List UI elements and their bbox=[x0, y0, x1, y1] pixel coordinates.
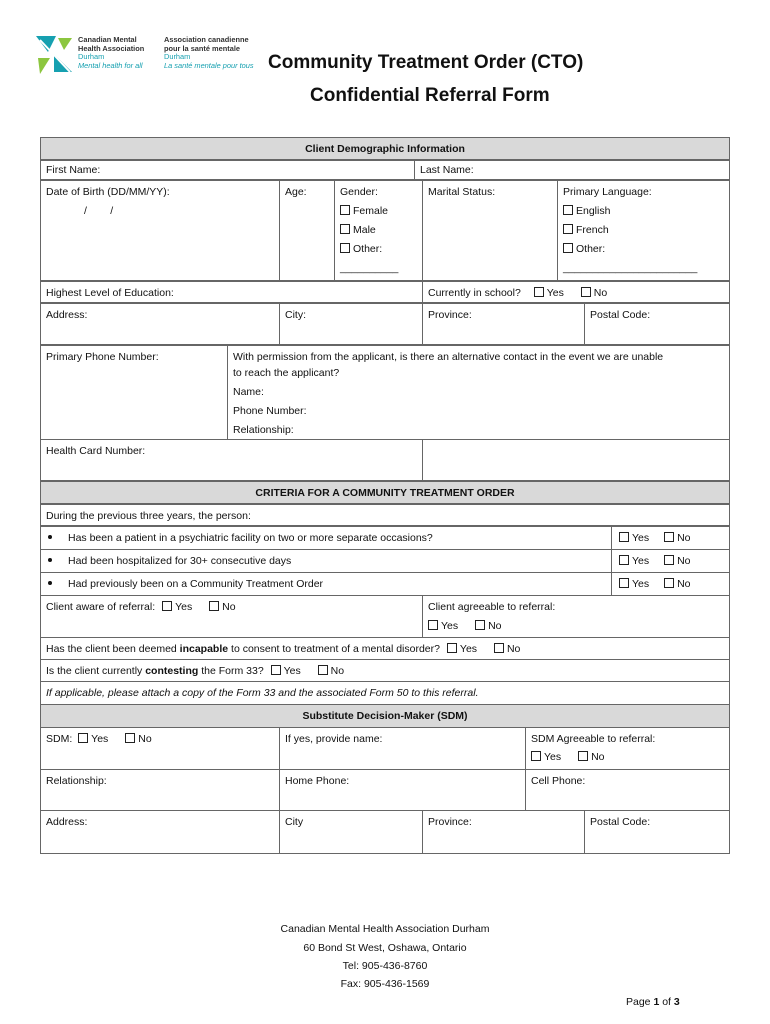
agreeable-yes-label: Yes bbox=[441, 620, 459, 632]
criteria-3-yes-option[interactable] bbox=[619, 578, 649, 590]
english-checkbox[interactable] bbox=[563, 205, 573, 215]
education-field[interactable] bbox=[40, 281, 423, 303]
alt-contact-relationship[interactable]: Relationship: bbox=[233, 424, 294, 436]
language-english-option[interactable] bbox=[563, 203, 724, 219]
dob-label: Date of Birth (DD/MM/YY): bbox=[46, 186, 170, 198]
alt-contact-question-line2: to reach the applicant? bbox=[233, 367, 340, 379]
sdm-city-field[interactable] bbox=[279, 810, 423, 854]
agreeable-yes-checkbox[interactable] bbox=[428, 620, 438, 630]
criteria-1-yes-option[interactable] bbox=[619, 532, 649, 544]
aware-no-label: No bbox=[222, 601, 236, 613]
sdm-agreeable-yes-option[interactable] bbox=[531, 751, 561, 763]
health-card-label: Health Card Number: bbox=[46, 445, 146, 457]
logo-en-line1: Canadian Mental bbox=[78, 35, 137, 44]
criteria-3-yes-label: Yes bbox=[632, 578, 650, 590]
client-agreeable-label: Client agreeable to referral: bbox=[428, 601, 556, 613]
language-other-label: Other: bbox=[576, 243, 606, 255]
gender-other-blank[interactable]: __________ bbox=[340, 262, 399, 274]
contest-no-option[interactable] bbox=[318, 665, 344, 677]
contest-yes-checkbox[interactable] bbox=[271, 665, 281, 675]
footer-fax: Fax: 905-436-1569 bbox=[340, 978, 430, 990]
french-checkbox[interactable] bbox=[563, 224, 573, 234]
primary-phone-label: Primary Phone Number: bbox=[46, 351, 159, 363]
sdm-relationship-label: Relationship: bbox=[46, 775, 107, 787]
sdm-home-phone-field[interactable] bbox=[279, 769, 526, 811]
education-label: Highest Level of Education: bbox=[46, 287, 174, 299]
postal-code-label: Postal Code: bbox=[590, 309, 651, 321]
sdm-cell-phone-label: Cell Phone: bbox=[531, 775, 586, 787]
criteria-3-no-label: No bbox=[677, 578, 691, 590]
page-word: Page bbox=[626, 996, 651, 1008]
language-other-option[interactable] bbox=[563, 241, 724, 257]
female-label: Female bbox=[353, 205, 389, 217]
criteria-item-3-text: Had previously been on a Community Treatment Order bbox=[68, 578, 324, 590]
male-label: Male bbox=[353, 224, 376, 236]
alt-contact-phone[interactable]: Phone Number: bbox=[233, 405, 307, 417]
sdm-postal-code-field[interactable] bbox=[584, 810, 730, 854]
sdm-header: Substitute Decision-Maker (SDM) bbox=[40, 704, 730, 728]
client-aware-cell bbox=[40, 595, 423, 638]
incapable-text-pre: Has the client been deemed bbox=[46, 643, 180, 655]
sdm-postal-code-label: Postal Code: bbox=[590, 816, 651, 828]
dob-field[interactable] bbox=[40, 180, 280, 281]
footer-address: 60 Bond St West, Oshawa, Ontario bbox=[303, 942, 467, 954]
language-other-checkbox[interactable] bbox=[563, 243, 573, 253]
contest-yes-label: Yes bbox=[283, 665, 301, 677]
first-name-field[interactable] bbox=[40, 160, 423, 180]
page-subtitle: Confidential Referral Form bbox=[310, 85, 550, 106]
sdm-province-label: Province: bbox=[428, 816, 472, 828]
gender-male-option[interactable] bbox=[340, 222, 417, 238]
demographic-header: Client Demographic Information bbox=[40, 137, 730, 160]
sdm-agreeable-yes-label: Yes bbox=[544, 751, 562, 763]
criteria-2-no-option[interactable] bbox=[664, 555, 690, 567]
client-aware-label: Client aware of referral: bbox=[46, 601, 156, 613]
criteria-3-no-checkbox[interactable] bbox=[664, 578, 674, 588]
incapable-question bbox=[40, 637, 730, 660]
criteria-header: CRITERIA FOR A COMMUNITY TREATMENT ORDER bbox=[40, 481, 730, 504]
page-current: 1 bbox=[653, 996, 660, 1008]
school-label: Currently in school? bbox=[428, 287, 521, 299]
criteria-1-yes-label: Yes bbox=[632, 532, 650, 544]
health-card-field[interactable] bbox=[40, 439, 423, 481]
gender-other-option[interactable] bbox=[340, 241, 417, 257]
first-name-label: First Name: bbox=[46, 164, 101, 176]
bullet-icon bbox=[48, 558, 52, 562]
criteria-item-3 bbox=[40, 572, 612, 596]
alt-contact-question-line1: With permission from the applicant, is there an alternative contact in the event we are unable bbox=[233, 351, 664, 363]
bullet-icon bbox=[48, 535, 52, 539]
incapable-no-checkbox[interactable] bbox=[494, 643, 504, 653]
last-name-label: Last Name: bbox=[420, 164, 474, 176]
sdm-cell bbox=[40, 727, 280, 770]
school-yes-label: Yes bbox=[546, 287, 564, 299]
sdm-no-option[interactable] bbox=[125, 733, 151, 745]
logo-fr-line3: Durham bbox=[164, 52, 191, 62]
age-field[interactable] bbox=[279, 180, 335, 281]
sdm-agreeable-cell bbox=[525, 727, 730, 770]
sdm-city-label: City bbox=[285, 816, 304, 828]
incapable-text-post: to consent to treatment of a mental disorder? bbox=[228, 643, 440, 655]
sdm-yes-checkbox[interactable] bbox=[78, 733, 88, 743]
sdm-no-label: No bbox=[138, 733, 152, 745]
criteria-2-no-label: No bbox=[677, 555, 691, 567]
contest-yes-option[interactable] bbox=[271, 665, 301, 677]
logo-french-text bbox=[164, 36, 254, 70]
male-checkbox[interactable] bbox=[340, 224, 350, 234]
criteria-intro bbox=[40, 504, 730, 526]
incapable-yes-label: Yes bbox=[459, 643, 478, 655]
sdm-address-field[interactable] bbox=[40, 810, 280, 854]
contest-text-pre: Is the client currently bbox=[46, 665, 146, 677]
aware-no-option[interactable] bbox=[209, 601, 235, 613]
criteria-item-1 bbox=[40, 526, 612, 550]
contest-no-label: No bbox=[330, 665, 345, 677]
client-agreeable-cell bbox=[422, 595, 730, 638]
gender-other-label: Other: bbox=[353, 243, 383, 255]
sdm-home-phone-label: Home Phone: bbox=[285, 775, 350, 787]
bullet-icon bbox=[48, 581, 52, 585]
agreeable-no-option[interactable] bbox=[475, 620, 501, 632]
criteria-1-yes-checkbox[interactable] bbox=[619, 532, 629, 542]
school-no-label: No bbox=[593, 287, 608, 299]
health-card-blank[interactable] bbox=[422, 439, 730, 481]
page-total: 3 bbox=[673, 996, 680, 1008]
sdm-yes-label: Yes bbox=[91, 733, 109, 745]
criteria-2-yes-label: Yes bbox=[632, 555, 650, 567]
page-number bbox=[626, 996, 680, 1008]
sdm-agreeable-yes-checkbox[interactable] bbox=[531, 751, 541, 761]
incapable-text-bold: incapable bbox=[179, 643, 229, 655]
primary-phone-field[interactable] bbox=[40, 345, 228, 440]
province-field[interactable] bbox=[422, 303, 585, 345]
school-no-option[interactable] bbox=[581, 287, 607, 299]
criteria-2-no-checkbox[interactable] bbox=[664, 555, 674, 565]
criteria-3-yes-checkbox[interactable] bbox=[619, 578, 629, 588]
logo-en-line4: Mental health for all bbox=[78, 60, 143, 70]
gender-other-checkbox[interactable] bbox=[340, 243, 350, 253]
province-label: Province: bbox=[428, 309, 472, 321]
agreeable-no-checkbox[interactable] bbox=[475, 620, 485, 630]
school-no-checkbox[interactable] bbox=[581, 287, 591, 297]
aware-yes-label: Yes bbox=[175, 601, 193, 613]
logo-fr-line1: Association canadienne bbox=[164, 35, 249, 44]
sdm-agreeable-no-checkbox[interactable] bbox=[578, 751, 588, 761]
city-label: City: bbox=[285, 309, 306, 321]
language-label: Primary Language: bbox=[563, 186, 652, 198]
criteria-1-no-label: No bbox=[677, 532, 691, 544]
incapable-yes-option[interactable] bbox=[447, 643, 477, 655]
criteria-2-yes-checkbox[interactable] bbox=[619, 555, 629, 565]
alternative-contact-cell bbox=[227, 345, 730, 440]
criteria-item-3-answer bbox=[611, 572, 730, 596]
city-field[interactable] bbox=[279, 303, 423, 345]
sdm-address-label: Address: bbox=[46, 816, 88, 828]
school-cell bbox=[422, 281, 730, 303]
sdm-relationship-field[interactable] bbox=[40, 769, 280, 811]
logo-fr-line4: La santé mentale pour tous bbox=[164, 60, 254, 70]
incapable-no-label: No bbox=[506, 643, 521, 655]
logo-fr-line2: pour la santé mentale bbox=[164, 43, 240, 53]
marital-status-label: Marital Status: bbox=[428, 186, 496, 198]
contesting-question bbox=[40, 659, 730, 682]
criteria-3-no-option[interactable] bbox=[664, 578, 690, 590]
contest-text-post: the Form 33? bbox=[198, 665, 264, 677]
contest-no-checkbox[interactable] bbox=[318, 665, 328, 675]
sdm-province-field[interactable] bbox=[422, 810, 585, 854]
sdm-agreeable-no-label: No bbox=[591, 751, 605, 763]
logo-english-text bbox=[78, 36, 144, 70]
address-label: Address: bbox=[46, 309, 88, 321]
gender-cell bbox=[334, 180, 423, 281]
page-title: Community Treatment Order (CTO) bbox=[268, 52, 584, 73]
alt-contact-name[interactable]: Name: bbox=[233, 386, 264, 398]
dob-slashes: / / bbox=[84, 205, 114, 217]
cmha-logo bbox=[36, 36, 258, 76]
sdm-label: SDM: bbox=[46, 733, 73, 745]
school-yes-checkbox[interactable] bbox=[534, 287, 544, 297]
english-label: English bbox=[576, 205, 611, 217]
sdm-no-checkbox[interactable] bbox=[125, 733, 135, 743]
agreeable-no-label: No bbox=[488, 620, 502, 632]
contest-text-bold: contesting bbox=[145, 665, 199, 677]
language-french-option[interactable] bbox=[563, 222, 724, 238]
page-of-word: of bbox=[662, 996, 671, 1008]
sdm-agreeable-label: SDM Agreeable to referral: bbox=[531, 733, 656, 745]
gender-female-option[interactable] bbox=[340, 203, 417, 219]
french-label: French bbox=[576, 224, 609, 236]
criteria-item-1-answer bbox=[611, 526, 730, 550]
aware-yes-option[interactable] bbox=[162, 601, 192, 613]
criteria-item-2 bbox=[40, 549, 612, 573]
gender-label: Gender: bbox=[340, 186, 378, 198]
aware-yes-checkbox[interactable] bbox=[162, 601, 172, 611]
form33-note: If applicable, please attach a copy of the Form 33 and the associated Form 50 to this referral. bbox=[40, 681, 730, 705]
criteria-intro-text: During the previous three years, the person: bbox=[46, 510, 251, 522]
age-label: Age: bbox=[285, 186, 307, 198]
logo-en-line2: Health Association bbox=[78, 43, 145, 53]
footer-tel: Tel: 905-436-8760 bbox=[342, 960, 428, 972]
address-field[interactable] bbox=[40, 303, 280, 345]
language-cell bbox=[557, 180, 730, 281]
sdm-yes-option[interactable] bbox=[78, 733, 108, 745]
last-name-field[interactable] bbox=[414, 160, 730, 180]
criteria-1-no-option[interactable] bbox=[664, 532, 690, 544]
criteria-item-2-text: Had been hospitalized for 30+ consecutive days bbox=[68, 555, 292, 567]
criteria-item-1-text: Has been a patient in a psychiatric facility on two or more separate occasions? bbox=[68, 532, 433, 544]
logo-en-line3: Durham bbox=[78, 52, 105, 62]
language-other-blank[interactable]: _______________________ bbox=[563, 262, 698, 274]
incapable-yes-checkbox[interactable] bbox=[447, 643, 457, 653]
incapable-no-option[interactable] bbox=[494, 643, 520, 655]
school-yes-option[interactable] bbox=[534, 287, 564, 299]
criteria-item-2-answer bbox=[611, 549, 730, 573]
sdm-name-label: If yes, provide name: bbox=[285, 733, 383, 745]
marital-status-field[interactable] bbox=[422, 180, 558, 281]
cmha-logo-mark-icon bbox=[36, 36, 74, 76]
sdm-agreeable-no-option[interactable] bbox=[578, 751, 604, 763]
footer-org: Canadian Mental Health Association Durham bbox=[280, 923, 490, 935]
postal-code-field[interactable] bbox=[584, 303, 730, 345]
agreeable-yes-option[interactable] bbox=[428, 620, 458, 632]
sdm-cell-phone-field[interactable] bbox=[525, 769, 730, 811]
female-checkbox[interactable] bbox=[340, 205, 350, 215]
criteria-2-yes-option[interactable] bbox=[619, 555, 649, 567]
aware-no-checkbox[interactable] bbox=[209, 601, 219, 611]
criteria-1-no-checkbox[interactable] bbox=[664, 532, 674, 542]
sdm-name-field[interactable] bbox=[279, 727, 526, 770]
